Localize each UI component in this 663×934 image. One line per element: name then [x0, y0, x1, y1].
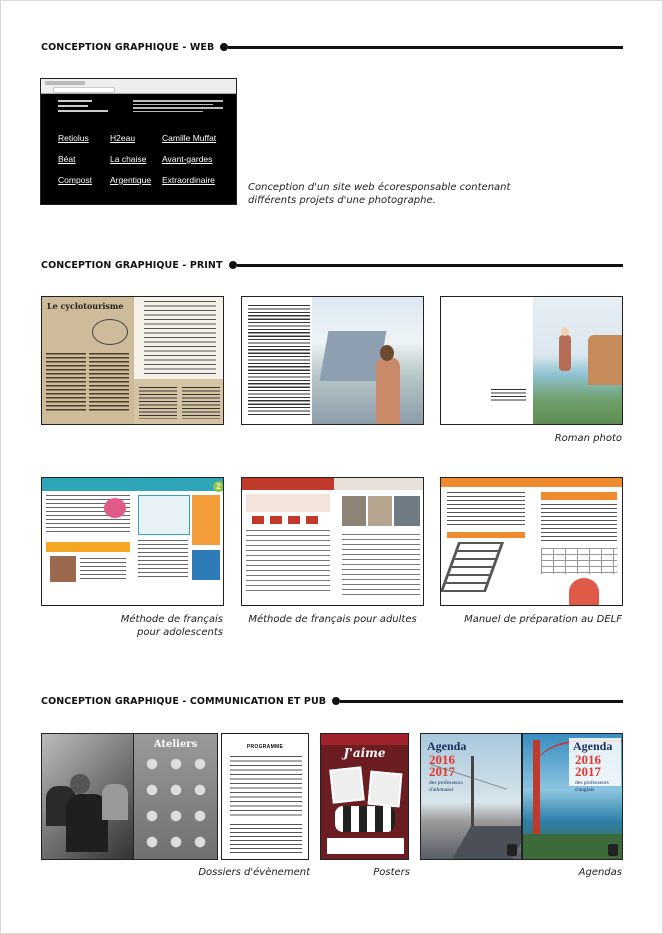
roman-photo-caption: Roman photo — [554, 433, 622, 444]
browser-bar — [41, 79, 236, 94]
print-roman-photo-spread-1[interactable] — [241, 296, 424, 425]
agenda-anglais-cover[interactable] — [522, 733, 623, 860]
web-link-argentique[interactable]: Argentique — [110, 175, 152, 185]
web-link-compost[interactable]: Compost — [58, 175, 93, 185]
dossier-photo[interactable] — [41, 733, 134, 860]
agenda-subtitle-2: d'anglais — [575, 787, 595, 793]
section-rule — [228, 46, 623, 49]
web-link-avant-gardes[interactable]: Avant-gardes — [162, 154, 213, 164]
methode-ado-caption-line-2: pour adolescents — [137, 627, 223, 638]
poster-title: J'aime — [343, 746, 386, 760]
poster-thumbnail[interactable] — [320, 733, 409, 860]
right-page — [134, 297, 224, 424]
bullet-dot-icon — [220, 43, 228, 51]
publisher-logo-icon — [507, 844, 517, 856]
section-title: CONCEPTION GRAPHIQUE - COMMUNICATION ET PUB — [41, 695, 327, 707]
ateliers-title: Ateliers — [153, 739, 198, 750]
methode-ado-caption — [41, 613, 223, 639]
section-rule — [340, 700, 623, 703]
web-link-camille-muffat[interactable]: Camille Muffat — [162, 133, 217, 143]
section-header-print — [41, 258, 623, 272]
web-link-retiolus[interactable]: Retiolus — [58, 133, 89, 143]
manuel-delf-caption: Manuel de préparation au DELF — [464, 614, 622, 625]
agenda-title: Agenda — [427, 739, 467, 753]
illustration — [312, 297, 424, 425]
agenda-subtitle-1: des professeurs — [429, 780, 463, 786]
agenda-subtitle-1: des professeurs — [575, 780, 609, 786]
section-rule — [237, 264, 623, 267]
print-manuel-delf-spread[interactable] — [440, 477, 623, 606]
publisher-logo-icon — [608, 844, 618, 856]
print-methode-ado-spread[interactable] — [41, 477, 224, 606]
bullet-dot-icon — [229, 261, 237, 269]
agenda-year-2: 2017 — [429, 764, 455, 779]
section-title: CONCEPTION GRAPHIQUE - PRINT — [41, 259, 223, 271]
web-caption-line-2: différents projets d'une photographe. — [248, 195, 436, 206]
agendas-caption: Agendas — [578, 867, 622, 878]
agenda-year-2: 2017 — [575, 764, 601, 779]
web-link-la-chaise[interactable]: La chaise — [110, 154, 147, 164]
section-header-web — [41, 40, 623, 54]
web-intro-text — [133, 100, 223, 112]
agenda-year-1: 2016 — [429, 752, 455, 767]
dossier-programme-page[interactable] — [221, 733, 309, 860]
agenda-allemand-cover[interactable] — [420, 733, 522, 860]
print-roman-photo-spread-2[interactable] — [440, 296, 623, 425]
badge-number: 2 — [213, 481, 224, 492]
page-title: Le cyclotourisme — [47, 301, 124, 311]
web-link-h2eau[interactable]: H2eau — [110, 133, 136, 143]
web-caption-line-1: Conception d'un site web écoresponsable contenant — [248, 182, 511, 193]
left-page — [42, 297, 133, 424]
agenda-subtitle-2: d'allemand — [429, 787, 453, 793]
posters-caption: Posters — [373, 867, 410, 878]
web-contact-text — [58, 100, 108, 112]
programme-title: PROGRAMME — [246, 744, 284, 750]
illustration — [533, 297, 623, 425]
methode-ado-caption-line-1: Méthode de français — [120, 614, 223, 625]
dossier-ateliers-page[interactable] — [134, 733, 218, 860]
bullet-dot-icon — [332, 697, 340, 705]
print-methode-adultes-spread[interactable] — [241, 477, 424, 606]
web-link-beat[interactable]: Béat — [58, 154, 76, 164]
agenda-title: Agenda — [573, 739, 613, 753]
web-caption — [248, 181, 538, 207]
section-header-communication — [41, 694, 623, 708]
web-link-extraordinaire[interactable]: Extraordinaire — [162, 175, 215, 185]
agenda-year-1: 2016 — [575, 752, 601, 767]
dossiers-caption: Dossiers d'évènement — [198, 867, 310, 878]
print-cyclotourisme-spread[interactable] — [41, 296, 224, 425]
section-title: CONCEPTION GRAPHIQUE - WEB — [41, 41, 215, 53]
web-screenshot-thumbnail[interactable] — [40, 78, 237, 205]
methode-adultes-caption: Méthode de français pour adultes — [248, 614, 417, 625]
